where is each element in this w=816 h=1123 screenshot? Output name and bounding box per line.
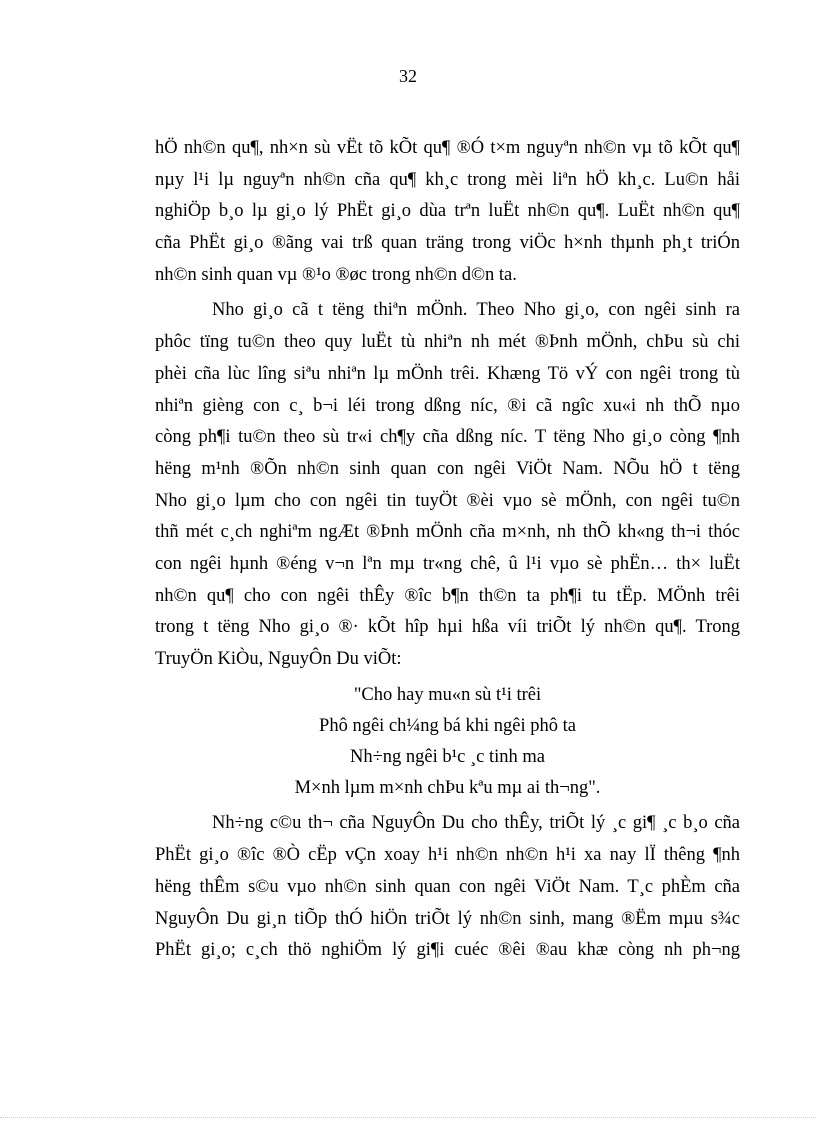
verse-line: Nh÷ng ngêi b¹c ¸c tinh ma xyxy=(350,747,545,768)
text-line: nh©n sinh quan vµ ®¹o ®øc trong nh©n d©n ta. xyxy=(155,264,517,285)
paragraph-3 xyxy=(155,808,740,966)
text-line: nh©n qu¶ cho con ngêi thÊy ®îc b¶n th©n ta ph¶i tu tËp. MÖnh trêi xyxy=(155,585,740,606)
text-line: Nho gi¸o cã t tëng thiªn mÖnh. Theo Nho gi¸o, con ngêi sinh ra xyxy=(212,300,740,321)
verse-line: Phô ngêi ch¼ng bá khi ngêi phô ta xyxy=(319,715,576,736)
text-line: nghiÖp b¸o lµ gi¸o lý PhËt gi¸o dùa trªn luËt nh©n qu¶. LuËt nh©n qu¶ xyxy=(155,201,740,222)
text-line: Nh÷ng c©u th¬ cña NguyÔn Du cho thÊy, triÕt lý ¸c gi¶ ¸c b¸o cña xyxy=(212,813,740,834)
text-line: nhiªn gièng con c¸ b¬i léi trong dßng níc, ®i cã ngîc xu«i nh thÕ nµo xyxy=(155,395,740,416)
text-line: nµy l¹i lµ nguyªn nh©n cña qu¶ kh¸c trong mèi liªn hÖ kh¸c. Lu©n håi xyxy=(155,169,740,190)
text-line: PhËt gi¸o; c¸ch thö nghiÖm lý gi¶i cuéc ®êi ®au khæ còng nh ph¬ng xyxy=(155,940,740,961)
text-line: PhËt gi¸o ®îc ®Ò cËp vÇn xoay h¹i nh©n nh©n h¹i xa nay lÏ thêng ¶nh xyxy=(155,845,740,866)
text-line: phôc tïng tu©n theo quy luËt tù nhiªn nh mét ®Þnh mÖnh, chÞu sù chi xyxy=(155,332,740,353)
text-line: TruyÖn KiÒu, NguyÔn Du viÕt: xyxy=(155,649,402,669)
verse-line: "Cho hay mu«n sù t¹i trêi xyxy=(353,684,542,705)
text-line: phèi cña lùc lîng siªu nhiªn lµ mÖnh trêi. Khæng Tö vÝ con ngêi trong tù xyxy=(155,363,740,384)
text-line: cña PhËt gi¸o ®ãng vai trß quan träng trong viÖc h×nh thµnh ph¸t triÓn xyxy=(155,233,740,254)
verse-block xyxy=(155,680,740,805)
text-line: Nho gi¸o lµm cho con ngêi tin tuyÖt ®èi vµo sè mÖnh, con ngêi tu©n xyxy=(155,490,740,511)
page-bottom-border xyxy=(0,1117,816,1118)
text-line: còng ph¶i tu©n theo sù tr«i ch¶y cña dßng níc. T tëng Nho gi¸o còng ¶nh xyxy=(155,427,740,448)
text-line: NguyÔn Du gi¸n tiÕp thÓ hiÖn triÕt lý nh©n sinh, mang ®Ëm mµu s¾c xyxy=(155,908,740,929)
page-number: 32 xyxy=(399,66,417,86)
text-line: trong t tëng Nho gi¸o ®· kÕt hîp hµi hßa víi triÕt lý nh©n qu¶. Trong xyxy=(155,617,740,638)
text-line: hÖ nh©n qu¶, nh×n sù vËt tõ kÕt qu¶ ®Ó t×m nguyªn nh©n vµ tõ kÕt qu¶ xyxy=(155,138,740,158)
text-line: hëng thÊm s©u vµo nh©n sinh quan con ngêi ViÖt Nam. T¸c phÈm cña xyxy=(155,876,740,897)
text-line: con ngêi hµnh ®éng v¬n lªn mµ tr«ng chê, û l¹i vµo sè phËn… th× luËt xyxy=(155,553,740,574)
verse-line: M×nh lµm m×nh chÞu kªu mµ ai th¬ng". xyxy=(294,778,601,799)
paragraph-1 xyxy=(155,133,740,291)
text-line: thñ mét c¸ch nghiªm ngÆt ®Þnh mÖnh cña m×nh, nh thÕ kh«ng th¬i thóc xyxy=(155,522,740,543)
page-body xyxy=(155,133,740,967)
text-line: hëng m¹nh ®Õn nh©n sinh quan con ngêi ViÖt Nam. NÕu hÖ t tëng xyxy=(155,458,740,479)
paragraph-2 xyxy=(155,295,740,675)
